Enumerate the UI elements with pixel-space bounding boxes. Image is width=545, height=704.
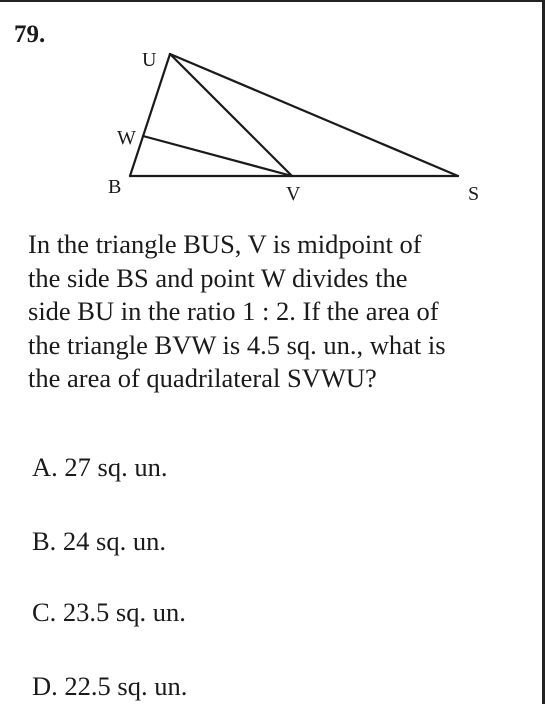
label-s: S <box>468 183 480 205</box>
label-b: B <box>108 176 122 198</box>
label-w: W <box>117 127 136 149</box>
question-line: the area of quadrilateral SVWU? <box>28 363 377 393</box>
side-us <box>170 54 458 176</box>
triangle-figure <box>0 0 545 220</box>
answer-option-b[interactable]: B. 24 sq. un. <box>32 526 166 556</box>
segment-uv <box>170 54 292 176</box>
answer-option-a[interactable]: A. 27 sq. un. <box>32 452 168 482</box>
answer-option-c[interactable]: C. 23.5 sq. un. <box>32 597 186 627</box>
question-text <box>28 228 528 396</box>
segment-wv <box>143 136 292 176</box>
question-line: the side BS and point W divides the <box>28 262 408 293</box>
side-bu <box>130 54 170 176</box>
label-v: V <box>286 183 301 205</box>
question-line: In the triangle BUS, V is midpoint of <box>28 229 422 259</box>
question-line: the triangle BVW is 4.5 sq. un., what is <box>28 329 446 360</box>
label-u: U <box>142 49 157 71</box>
answer-option-d[interactable]: D. 22.5 sq. un. <box>32 671 188 701</box>
question-line: side BU in the ratio 1 : 2. If the area of <box>28 296 439 326</box>
question-number: 79. <box>14 21 46 48</box>
